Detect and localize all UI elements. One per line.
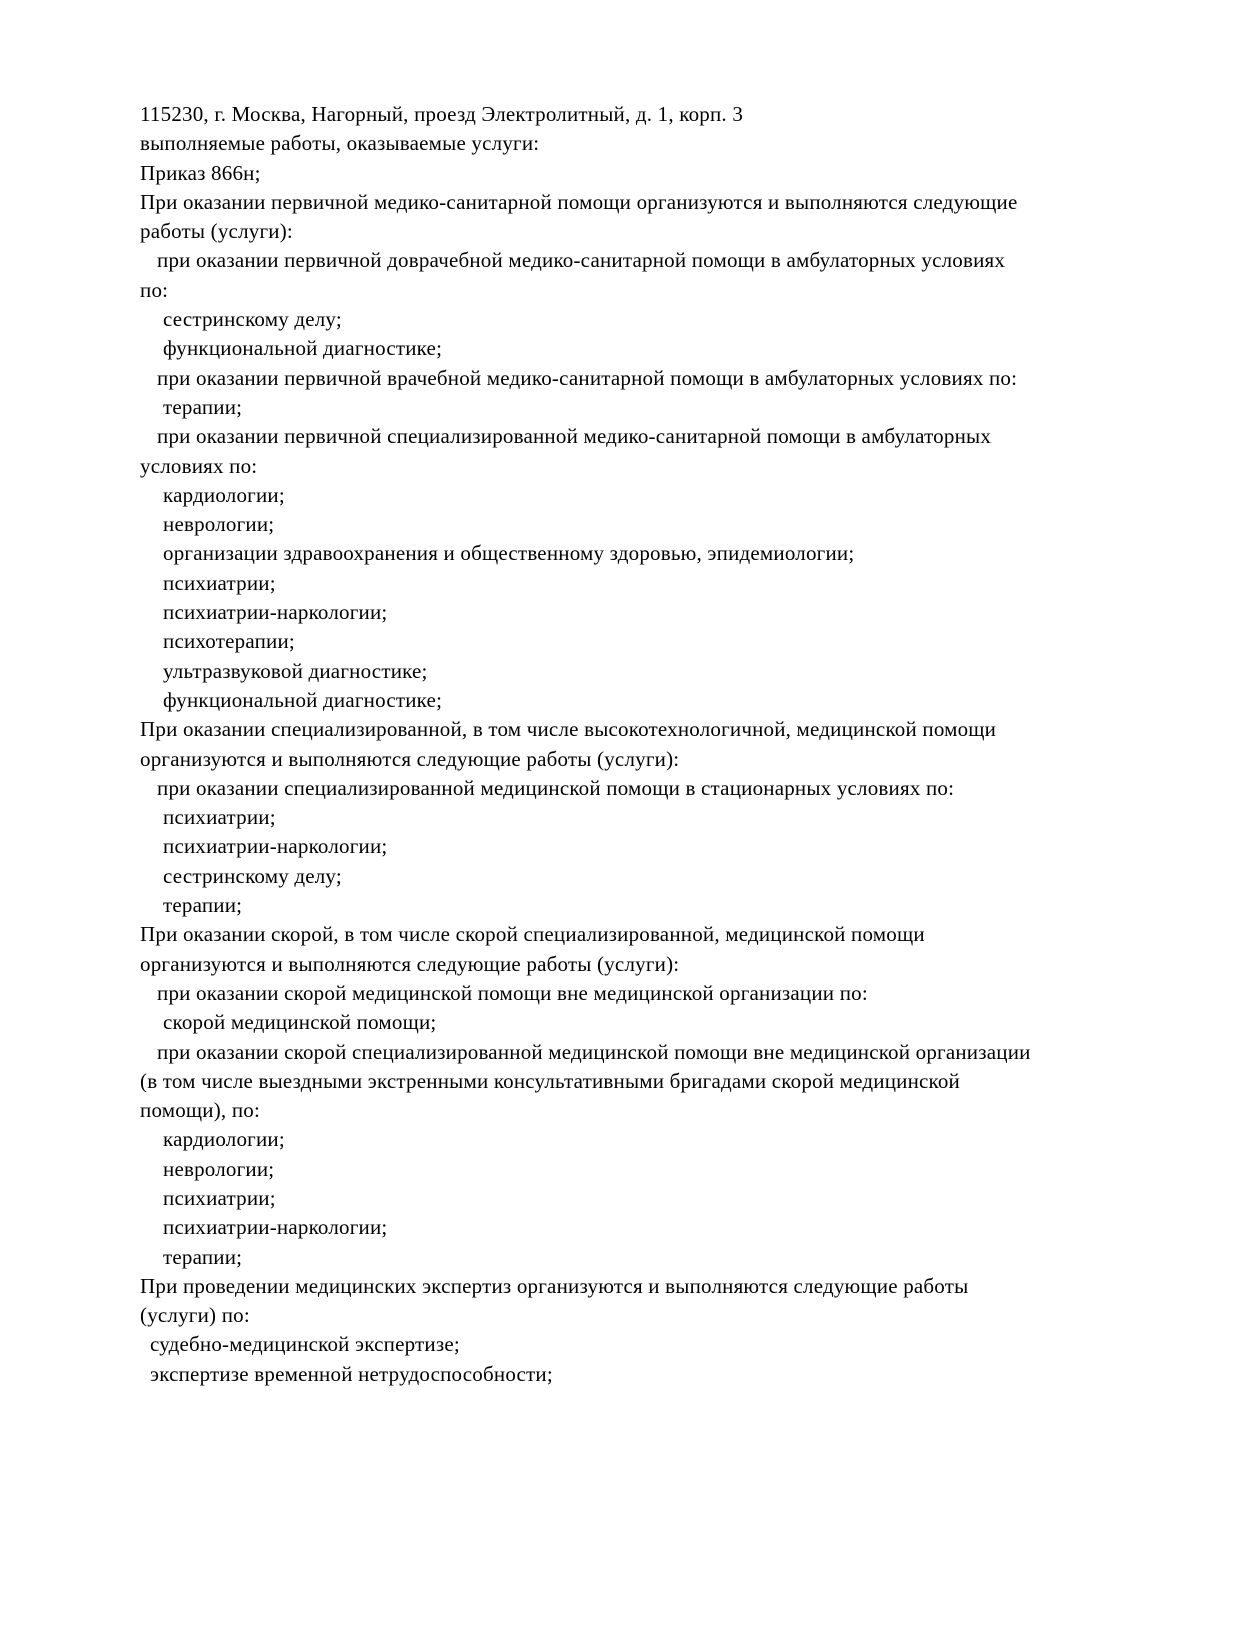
text-line: неврологии; — [163, 512, 275, 537]
text-line: выполняемые работы, оказываемые услуги: — [140, 131, 540, 156]
text-line: организуются и выполняются следующие работы (услуги): — [140, 746, 680, 771]
text-line: При проведении медицинских экспертиз организуются и выполняются следующие работы — [140, 1273, 969, 1298]
text-line: терапии; — [163, 394, 243, 419]
text-line: (в том числе выездными экстренными консультативными бригадами скорой медицинской — [140, 1068, 960, 1093]
text-line: при оказании скорой специализированной медицинской помощи вне медицинской организации — [157, 1039, 1031, 1064]
document-lines — [140, 100, 1170, 1389]
text-line: терапии; — [163, 1244, 243, 1269]
text-line: психиатрии-наркологии; — [163, 834, 388, 859]
text-line: неврологии; — [163, 1156, 275, 1181]
text-line: условиях по: — [140, 453, 258, 478]
text-line: 115230, г. Москва, Нагорный, проезд Электролитный, д. 1, корп. 3 — [140, 102, 744, 126]
text-line: При оказании скорой, в том числе скорой специализированной, медицинской помощи — [140, 922, 925, 947]
text-line: психиатрии; — [163, 805, 276, 830]
text-line: (услуги) по: — [140, 1303, 250, 1328]
text-line: функциональной диагностике; — [163, 336, 443, 361]
text-line: организации здравоохранения и общественному здоровью, эпидемиологии; — [163, 541, 855, 566]
text-line: при оказании первичной специализированной медико-санитарной помощи в амбулаторных — [157, 424, 992, 449]
text-line: при оказании первичной врачебной медико-санитарной помощи в амбулаторных условиях по: — [157, 365, 1018, 390]
text-line: при оказании специализированной медицинской помощи в стационарных условиях по: — [157, 775, 955, 800]
text-line: При оказании специализированной, в том числе высокотехнологичной, медицинской помощи — [140, 717, 997, 742]
text-line: при оказании скорой медицинской помощи вне медицинской организации по: — [157, 980, 868, 1005]
text-line: кардиологии; — [163, 482, 285, 507]
text-line: При оказании первичной медико-санитарной помощи организуются и выполняются следующие — [140, 189, 1018, 214]
text-line: по: — [140, 277, 169, 302]
text-line: сестринскому делу; — [163, 863, 342, 888]
text-line: психиатрии-наркологии; — [163, 600, 388, 625]
text-line: психотерапии; — [163, 629, 295, 654]
text-line: при оказании первичной доврачебной медико-санитарной помощи в амбулаторных условиях — [157, 248, 1006, 273]
text-line: терапии; — [163, 893, 243, 918]
text-line: организуются и выполняются следующие работы (услуги): — [140, 951, 680, 976]
text-line: ультразвуковой диагностике; — [163, 658, 428, 683]
text-line: психиатрии-наркологии; — [163, 1215, 388, 1240]
text-line: судебно-медицинской экспертизе; — [150, 1332, 460, 1357]
text-line: экспертизе временной нетрудоспособности; — [150, 1361, 553, 1386]
text-line: психиатрии; — [163, 1185, 276, 1210]
text-line: кардиологии; — [163, 1127, 285, 1152]
text-line: психиатрии; — [163, 570, 276, 595]
text-line: сестринскому делу; — [163, 307, 342, 332]
text-line: помощи), по: — [140, 1098, 261, 1123]
text-line: функциональной диагностике; — [163, 687, 443, 712]
text-line: Приказ 866н; — [140, 160, 261, 185]
text-line: скорой медицинской помощи; — [163, 1010, 437, 1035]
text-line: работы (услуги): — [140, 219, 293, 244]
